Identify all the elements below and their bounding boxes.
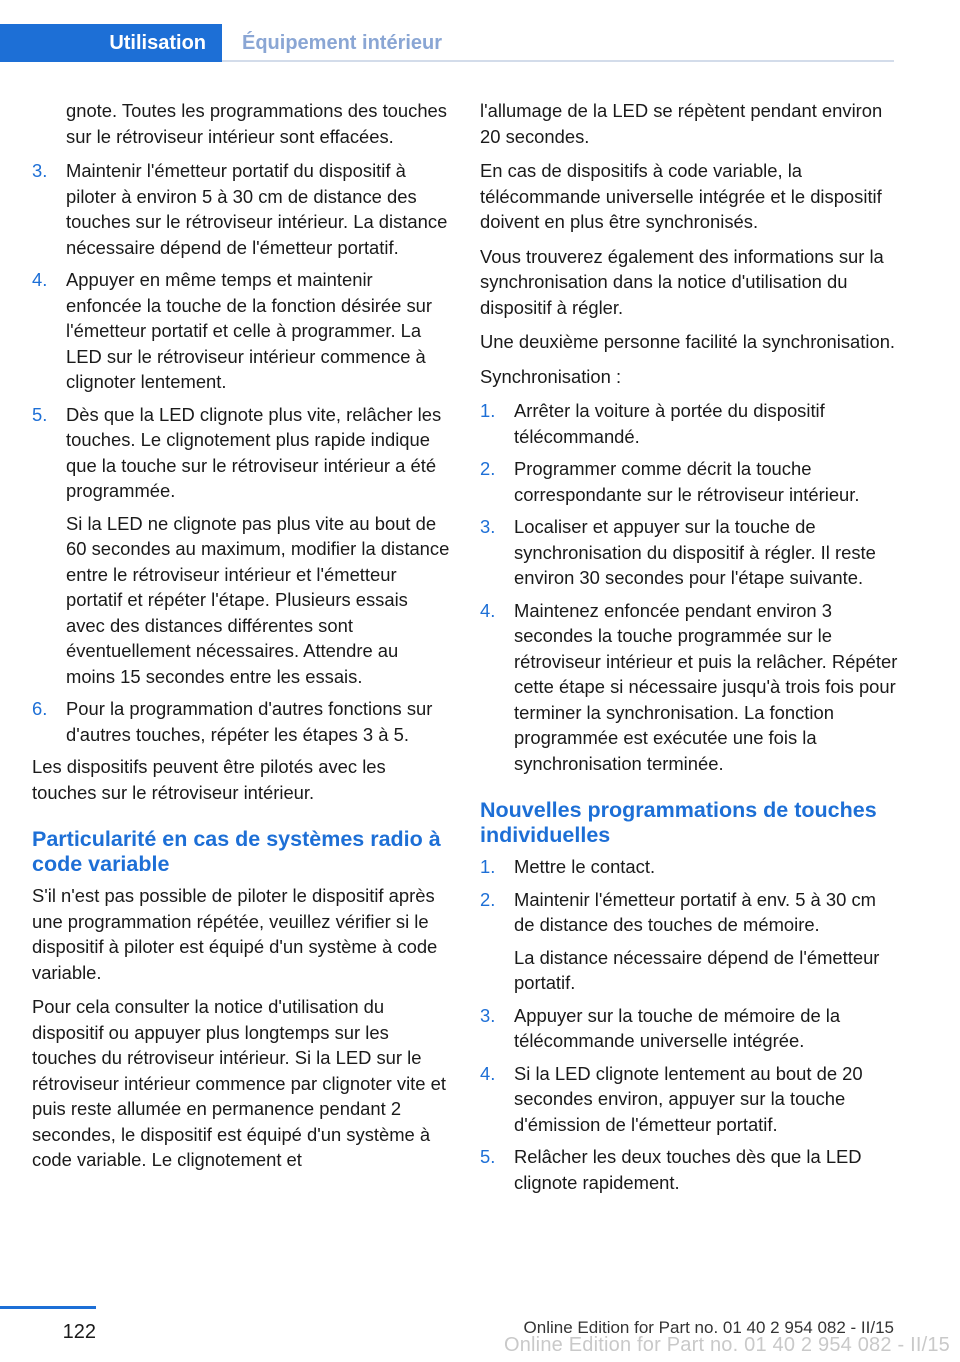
subsection-tab: Équipement intérieur [242, 31, 443, 54]
section-heading-new-programming: Nouvelles programmations de touches individuelles [480, 798, 877, 847]
list-item [480, 456, 898, 507]
step-text [514, 1061, 898, 1138]
step-number: 2. [480, 458, 496, 479]
step-number: 5. [480, 1146, 496, 1167]
step-number: 3. [480, 1004, 496, 1026]
step-text [66, 158, 450, 260]
step-text [514, 398, 898, 449]
list-item [32, 267, 450, 395]
step-paragraph: Mettre le contact. [514, 856, 656, 877]
step-number: 2. [480, 888, 496, 910]
after-steps-paragraph: Les dispositifs peuvent être pilotés avec les touches sur le rétroviseur intérieur. [32, 756, 386, 803]
list-item [480, 398, 898, 449]
list-item [480, 887, 898, 996]
list-item [480, 1061, 898, 1138]
paragraph: Synchronisation : [480, 365, 622, 387]
list-item [480, 1144, 898, 1195]
step-paragraph: Appuyer sur la touche de mémoire de la télécommande universelle intégrée. [514, 1004, 841, 1051]
step-paragraph: Relâcher les deux touches dès que la LED clignote rapidement. [514, 1146, 862, 1193]
step-text [514, 1003, 898, 1054]
continued-text: gnote. Toutes les programmations des touches sur le rétroviseur intérieur sont effacées. [66, 100, 447, 147]
step-number: 1. [480, 400, 496, 421]
step-paragraph: Maintenez enfoncée pendant environ 3 secondes la touche programmée sur le rétroviseur intérieur et puis la relâcher. Répéter cette étape si nécessaire jusqu'à trois fois pour terminer la synchronisation. La fonction programmée est exécutée une fois la synchronisation terminée. [514, 599, 898, 774]
step-number: 3. [480, 516, 496, 537]
step-paragraph: Dès que la LED clignote plus vite, relâcher les touches. Le clignotement plus rapide indique que la touche sur le rétroviseur intérieur a été programmée. [66, 403, 442, 501]
page-number: 122 [62, 1321, 96, 1343]
step-text [514, 598, 898, 777]
step-paragraph: Pour la programmation d'autres fonctions sur d'autres touches, répéter les étapes 3 à 5. [66, 698, 433, 745]
paragraph: En cas de dispositifs à code variable, la télécommande universelle intégrée et le dispositif doivent en plus être synchronisés. [480, 160, 882, 232]
step-text [66, 267, 450, 395]
step-paragraph: Si la LED clignote lentement au bout de 20 secondes environ, appuyer sur la touche d'émission de l'émetteur portatif. [514, 1062, 863, 1135]
step-text [514, 1144, 898, 1195]
step-paragraph: Si la LED ne clignote pas plus vite au bout de 60 secondes au maximum, modifier la distance entre le rétroviseur intérieur et l'émetteur portatif et répéter l'étape. Plusieurs essais avec des distances différentes sont éventuellement nécessaires. Attendre au moins 15 secondes entre les essais. [66, 512, 450, 687]
watermark: Online Edition for Part no. 01 40 2 954 082 - II/15 [503, 1334, 950, 1356]
step-paragraph: Maintenir l'émetteur portatif du dispositif à piloter à environ 5 à 30 cm de distance des touches sur le rétroviseur intérieur. La distance nécessaire dépend de l'émetteur portatif. [66, 160, 448, 258]
step-text [514, 456, 898, 507]
paragraph: Une deuxième personne facilité la synchronisation. [480, 331, 896, 352]
list-item [32, 158, 450, 260]
page-header [0, 0, 894, 62]
page-number-box [0, 1306, 96, 1346]
step-text [514, 887, 898, 996]
continued-text: l'allumage de la LED se répètent pendant environ 20 secondes. [480, 100, 883, 147]
step-paragraph: Maintenir l'émetteur portatif à env. 5 à 30 cm de distance des touches de mémoire. [514, 888, 876, 935]
section-tab: Utilisation [0, 24, 222, 62]
new-programming-steps [480, 854, 898, 1195]
step-paragraph: Localiser et appuyer sur la touche de synchronisation du dispositif à régler. Il reste environ 30 secondes pour l'étape suivante. [514, 516, 876, 588]
step-paragraph: Appuyer en même temps et maintenir enfoncée la touche de la fonction désirée sur l'émetteur portatif et celle à programmer. La LED sur le rétroviseur intérieur commence à clignoter lentement. [66, 269, 433, 392]
section-heading-variable-code: Particularité en cas de systèmes radio à code variable [32, 827, 441, 876]
left-column [32, 98, 450, 1182]
list-item [480, 854, 898, 880]
step-text [66, 402, 450, 690]
step-paragraph: Programmer comme décrit la touche correspondante sur le rétroviseur intérieur. [514, 458, 860, 505]
edition-note: Online Edition for Part no. 01 40 2 954 082 - II/15 [523, 1318, 894, 1337]
right-column [480, 98, 898, 1202]
paragraph: Vous trouverez également des informations sur la synchronisation dans la notice d'utilisation du dispositif à régler. [480, 245, 884, 318]
paragraph: Pour cela consulter la notice d'utilisation du dispositif ou appuyer plus longtemps sur les touches du rétroviseur intérieur. Si la LED sur le rétroviseur intérieur commence par clignoter vite et puis reste allumée en permanence pendant 2 secondes, le dispositif est équipé d'un système à code variable. Le clignotement et [32, 996, 446, 1170]
step-number: 4. [32, 269, 48, 290]
paragraph: S'il n'est pas possible de piloter le dispositif après une programmation répétée, veuillez vérifier si le dispositif à piloter est équipé d'un système à code variable. [32, 885, 438, 983]
list-item [32, 696, 450, 747]
step-number: 1. [480, 856, 496, 877]
list-item [32, 402, 450, 690]
step-paragraph: Arrêter la voiture à portée du dispositif télécommandé. [514, 400, 825, 447]
list-item [480, 1003, 898, 1054]
step-number: 3. [32, 160, 48, 181]
list-item [480, 598, 898, 777]
step-number: 6. [32, 698, 48, 719]
step-number: 4. [480, 599, 496, 621]
step-number: 5. [32, 403, 48, 425]
step-text [514, 854, 898, 880]
step-text [66, 696, 450, 747]
synchronisation-steps [480, 398, 898, 776]
programming-steps [32, 158, 450, 747]
header-rule [222, 60, 894, 62]
step-number: 4. [480, 1062, 496, 1084]
step-text [514, 514, 898, 591]
step-paragraph: La distance nécessaire dépend de l'émetteur portatif. [514, 946, 880, 993]
list-item [480, 514, 898, 591]
